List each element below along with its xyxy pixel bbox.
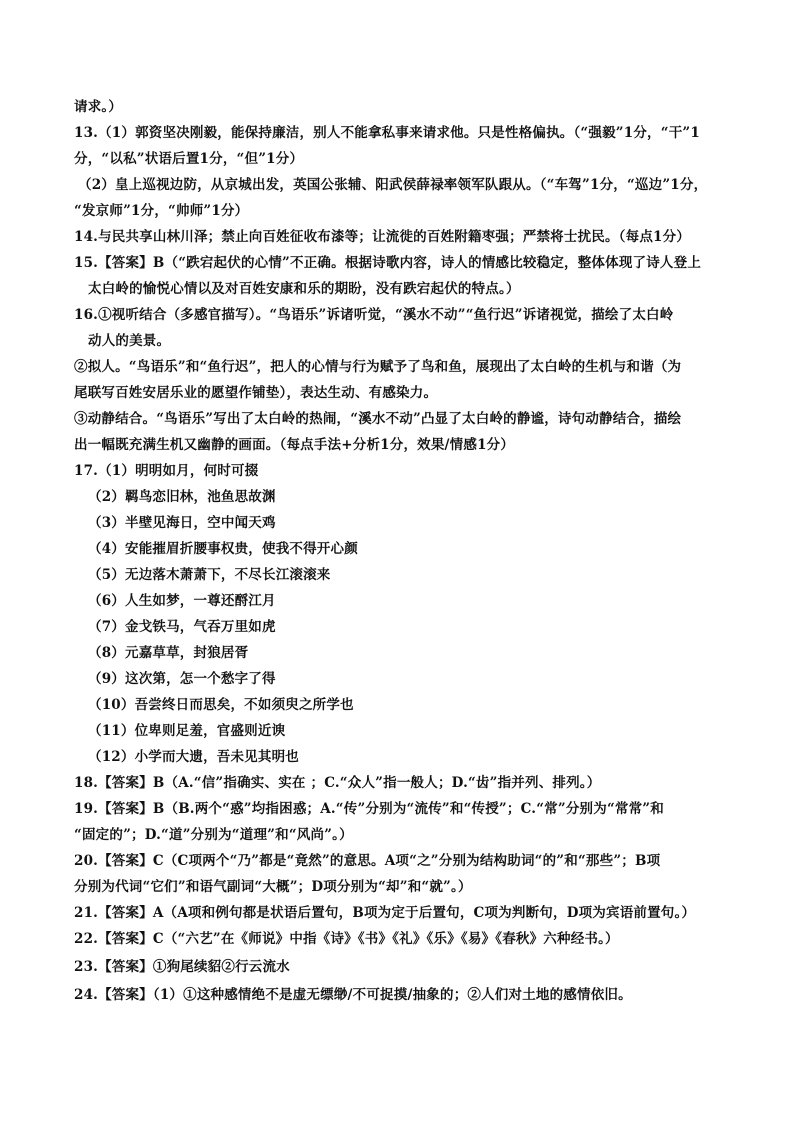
q19-answer-line1: 19.【答案】B（B.两个“惑”均指困惑；A.“传”分别为“流传”和“传授”；C.“常”分别为“常常”和 (74, 801, 664, 817)
q17-item12: （12）小学而大遗，吾未见其明也 (88, 749, 299, 765)
q16-point3-line2: 出一幅既充满生机又幽静的画面。（每点手法+分析1分，效果/情感1分） (74, 437, 515, 453)
q16-point3-line1: ③动静结合。“鸟语乐”写出了太白岭的热闹，“溪水不动”凸显了太白岭的静谧，诗句动静结合，描绘 (74, 411, 682, 427)
q17-item3: （3）半壁见海日，空中闻天鸡 (88, 515, 276, 531)
q20-answer-line2: 分别为代词“它们”和语气副词“大概”；D项分别为“却”和“就”。） (74, 879, 472, 895)
q17-item11: （11）位卑则足羞，官盛则近谀 (88, 723, 286, 739)
q15-answer-line2: 太白岭的愉悦心情以及对百姓安康和乐的期盼，没有跌宕起伏的特点。） (88, 281, 520, 297)
q16-point1-line2: 动人的美景。 (88, 333, 171, 349)
q22-answer: 22.【答案】C（“六艺”在《师说》中指《诗》《书》《礼》《乐》《易》《春秋》六种经书。） (74, 931, 619, 947)
q16-point1-line1: 16.①视听结合（多感官描写）。“鸟语乐”诉诸听觉，“溪水不动”“鱼行迟”诉诸视觉，描绘了太白岭 (74, 307, 674, 323)
q20-answer-line1: 20.【答案】C（C项两个“乃”都是“竟然”的意思。A项“之”分别为结构助词“的”和“那些”；B项 (74, 853, 661, 869)
q23-answer: 23.【答案】①狗尾续貂②行云流水 (74, 959, 290, 975)
q13-part1-line2: 分，“以私”状语后置1分，“但”1分） (74, 151, 304, 167)
q17-item1: 17.（1）明明如月，何时可掇 (74, 463, 259, 479)
q14-answer: 14.与民共享山林川泽；禁止向百姓征收布漆等；让流徙的百姓附籍枣强；严禁将士扰民。（每点1分） (74, 229, 691, 245)
text-line-1: 请求。） (74, 99, 123, 115)
q17-item9: （9）这次第，怎一个愁字了得 (88, 671, 276, 687)
q13-part1-line1: 13.（1）郭资坚决刚毅，能保持廉洁，别人不能拿私事来请求他。只是性格偏执。（“强毅”1分，“干”1 (74, 125, 700, 141)
q17-item5: （5）无边落木萧萧下，不尽长江滚滚来 (88, 567, 331, 583)
q21-answer: 21.【答案】A（A项和例句都是状语后置句，B项为定于后置句，C项为判断句，D项为宾语前置句。） (74, 905, 696, 921)
q17-item4: （4）安能摧眉折腰事权贵，使我不得开心颜 (88, 541, 358, 557)
q13-part2-line1: （2）皇上巡视边防，从京城出发，英国公张辅、阳武侯薛禄率领军队跟从。（“车驾”1分，“巡边”1分， (78, 177, 708, 193)
q13-part2-line2: “发京师”1分，“帅师”1分） (74, 203, 249, 219)
q17-item7: （7）金戈铁马，气吞万里如虎 (88, 619, 276, 635)
q17-item8: （8）元嘉草草，封狼居胥 (88, 645, 249, 661)
q17-item10: （10）吾尝终日而思矣，不如须臾之所学也 (88, 697, 354, 713)
q16-point2-line1: ②拟人。“鸟语乐”和“鱼行迟”，把人的心情与行为赋予了鸟和鱼，展现出了太白岭的生机与和谐（为 (74, 359, 682, 375)
q15-answer-line1: 15.【答案】B（“跌宕起伏的心情”不正确。根据诗歌内容，诗人的情感比较稳定，整体体现了诗人登上 (74, 255, 702, 271)
q19-answer-line2: “固定的”；D.“道”分别为“道理”和“风尚”。） (74, 827, 353, 843)
q18-answer: 18.【答案】B（A.“信”指确实、实在 ；C.“众人”指一般人；D.“齿”指并列、排列。） (74, 775, 601, 791)
q24-answer: 24.【答案】（1）①这种感情绝不是虚无缥缈/不可捉摸/抽象的；②人们对土地的感情依旧。 (74, 987, 632, 1003)
q17-item2: （2）羁鸟恋旧林，池鱼思故渊 (88, 489, 276, 505)
q16-point2-line2: 尾联写百姓安居乐业的愿望作铺垫），表达生动、有感染力。 (74, 385, 438, 401)
q17-item6: （6）人生如梦，一尊还酹江月 (88, 593, 276, 609)
